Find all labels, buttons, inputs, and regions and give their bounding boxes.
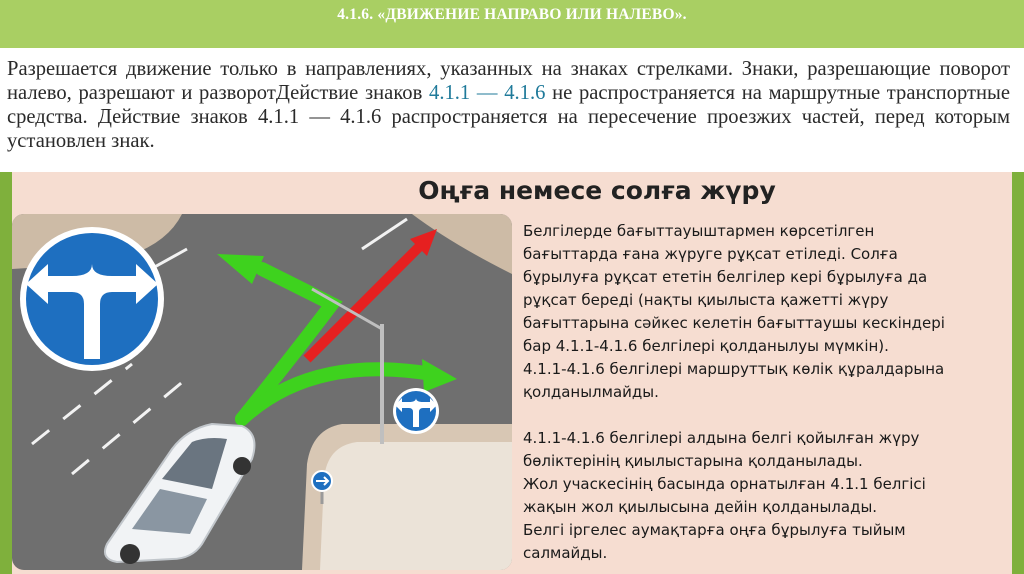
big-direction-sign [20, 227, 164, 371]
small-direction-sign [393, 388, 439, 434]
kazakh-title: Оңға немесе солға жүру [418, 176, 776, 205]
kz-paragraph-2: 4.1.1-4.1.6 белгілері алдына белгі қойылған жүру бөліктерінің қиылыстарына қолданылады. Жол учаскесінің басында орнатылған 4.1.1 белгісі жақын жол қиылысына дейін қолданылады. Белгі іргелес аумақтарға оңға бұрылуға тыйым салмайды. [523, 429, 926, 562]
sign-reference-link[interactable]: 4.1.1 — 4.1.6 [429, 82, 546, 104]
slide-title: 4.1.6. «ДВИЖЕНИЕ НАПРАВО ИЛИ НАЛЕВО». [337, 6, 687, 23]
ru-text-part2: не распространяется на маршрутные транспортные средства. Действие знаков 4.1.1 — 4.1.6 распространяется на пересечение проезжих частей, перед которым установлен знак. [7, 82, 1010, 152]
left-accent-strip [0, 172, 12, 574]
pavement-tiles [320, 442, 512, 570]
kz-paragraph-1: Белгілерде бағыттауыштармен көрсетілген бағыттарда ғана жүруге рұқсат етіледі. Солға бұрылуға рұқсат ететін белгілер кері бұрылуға да рұқсат береді (нақты қиылыста қажетті жүру бағыттарына сәйкес келетін бағыттаушы кескіндері бар 4.1.1-4.1.6 белгілері қолданылуы мүмкін). 4.1.1-4.1.6 белгілері маршруттық көлік құралдарына қолданылмайды. [523, 222, 945, 401]
tiny-direction-sign [312, 471, 332, 491]
russian-description [7, 57, 1010, 153]
intersection-illustration [12, 214, 512, 570]
right-accent-strip [1012, 172, 1024, 574]
ru-text-part1: Разрешается движение только в направлениях, указанных на знаках стрелками. Знаки, разрешающие поворот налево, разрешают и разворотДействие знаков [7, 58, 1010, 104]
kazakh-description [523, 220, 1007, 565]
